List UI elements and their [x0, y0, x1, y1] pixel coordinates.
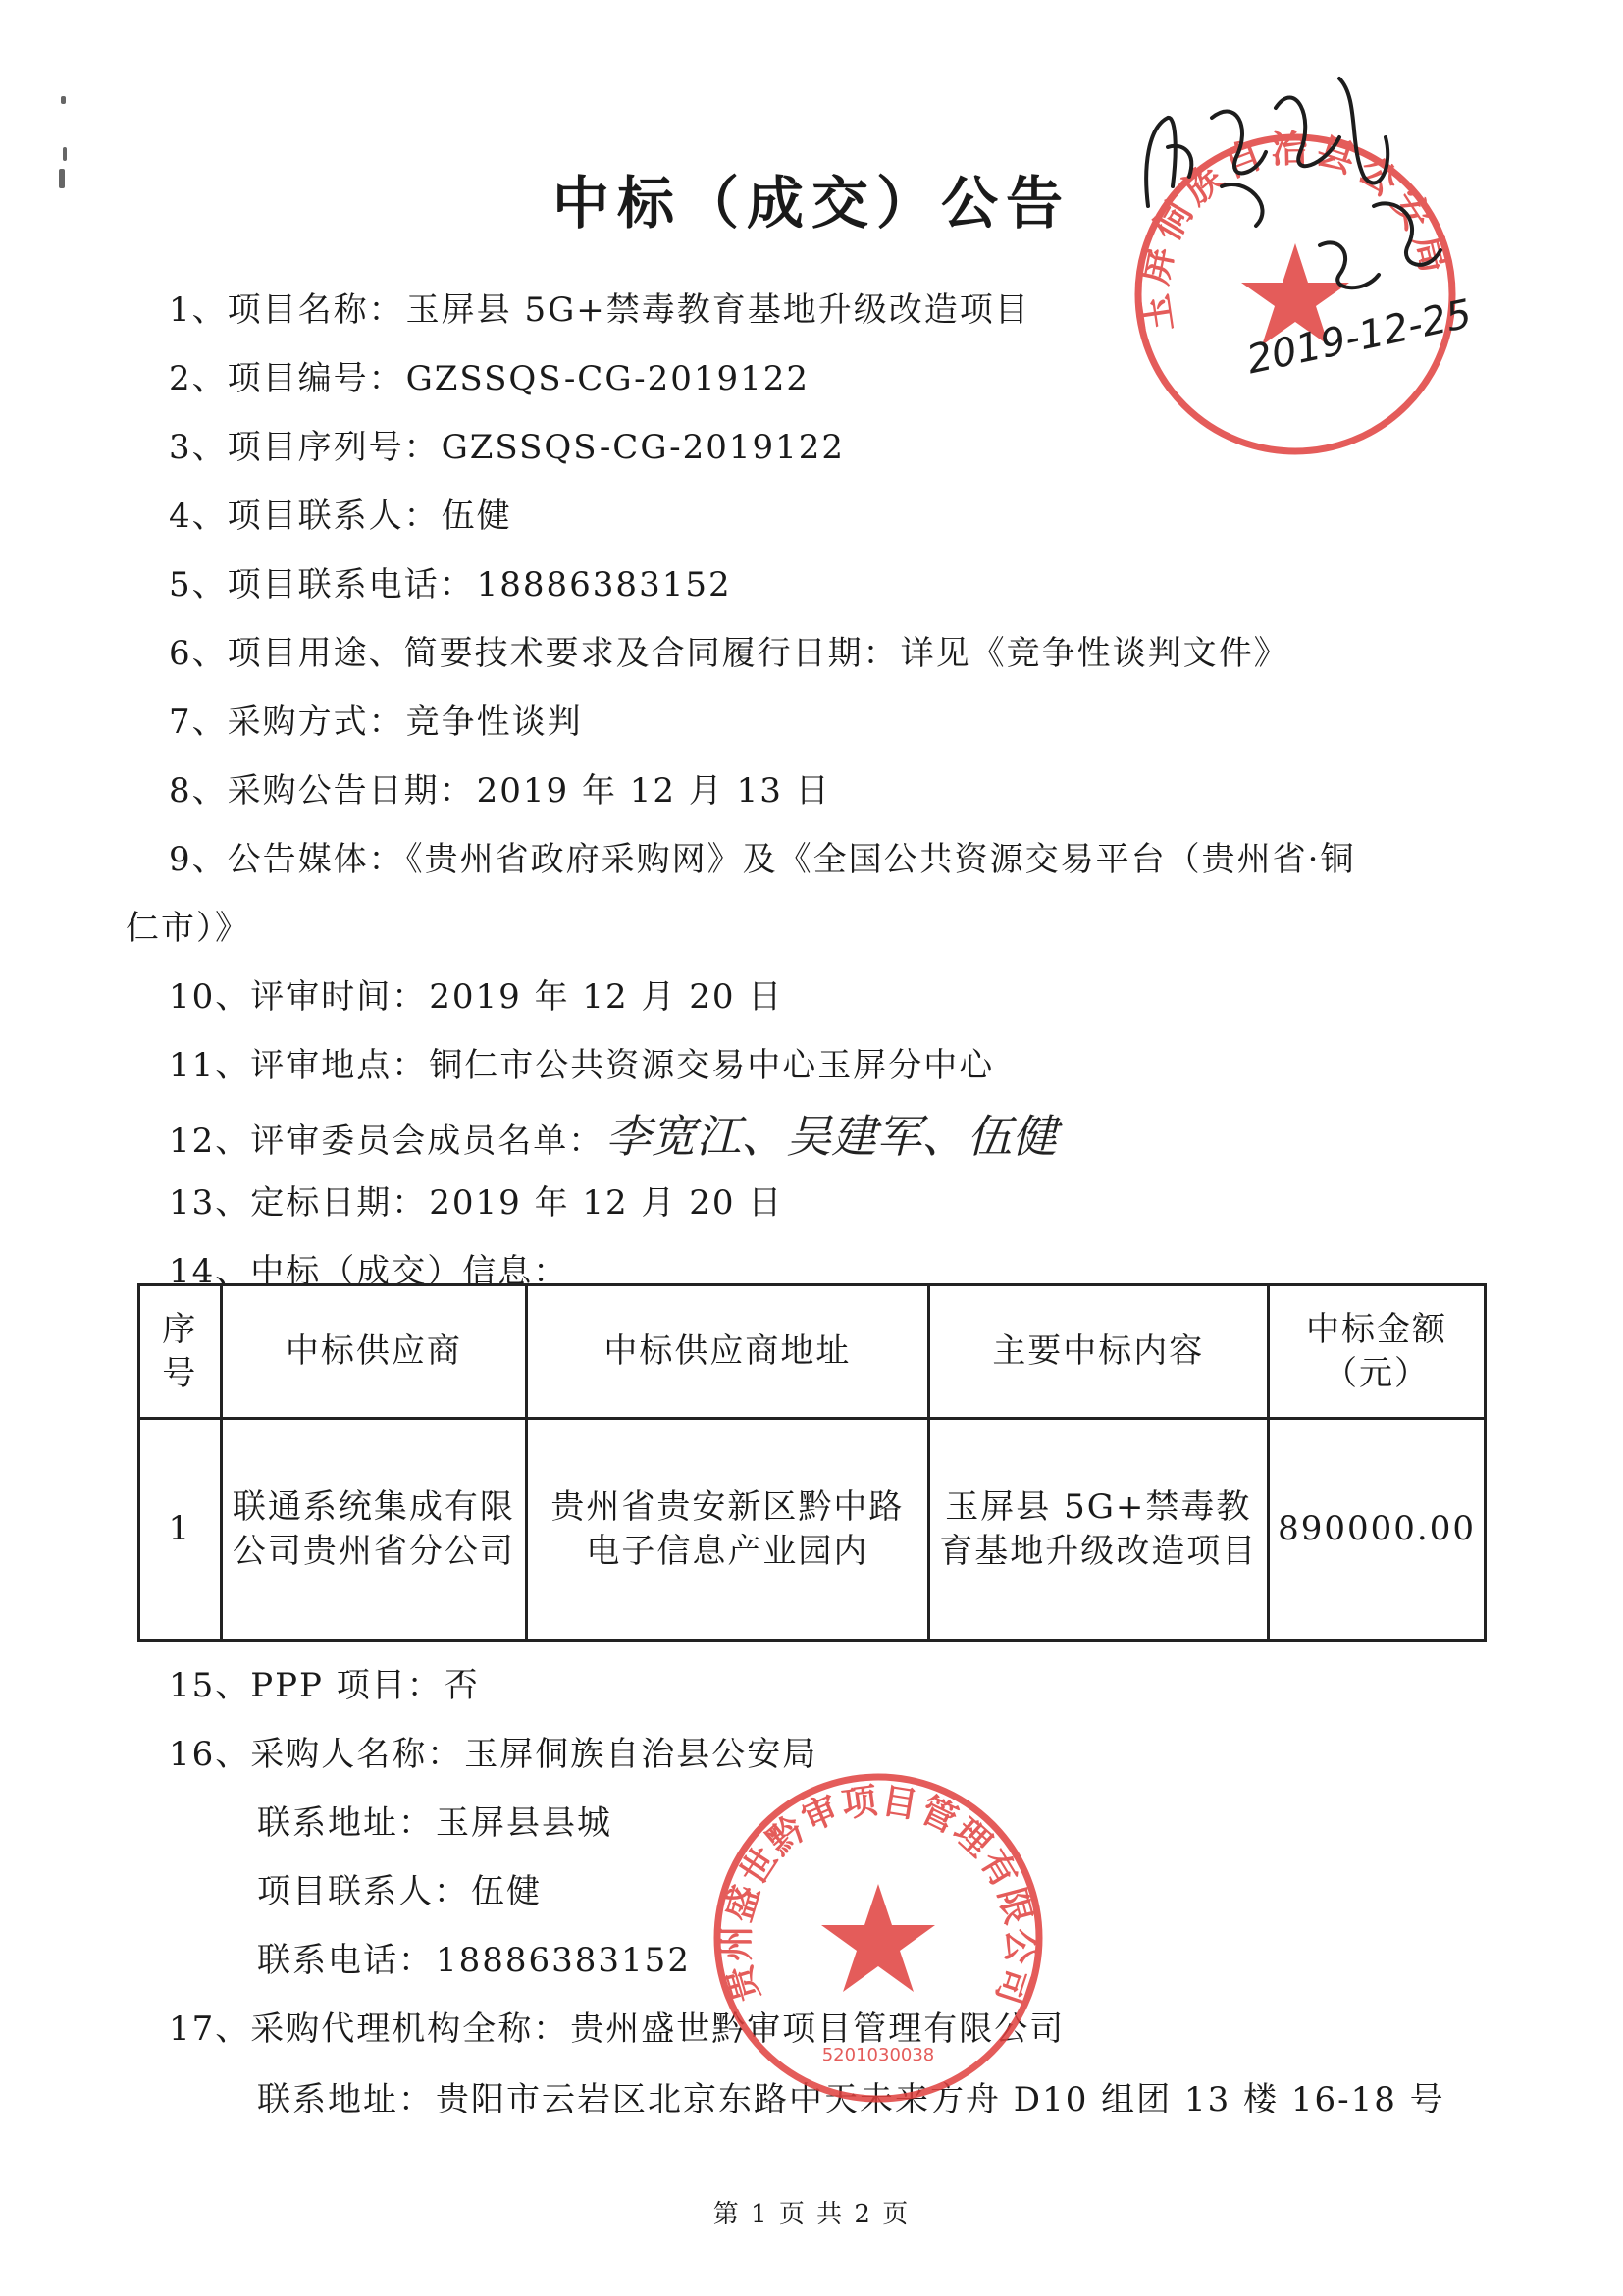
- scan-speck: [61, 96, 66, 104]
- item-review-committee: 12、评审委员会成员名单：李宽江、吴建军、伍健: [169, 1110, 1058, 1163]
- item-project-phone: 5、项目联系电话：18886383152: [169, 565, 732, 604]
- col-header-address: 中标供应商地址: [527, 1285, 928, 1419]
- item-review-place: 11、评审地点：铜仁市公共资源交易中心玉屏分中心: [169, 1046, 995, 1085]
- item-award-info: 14、中标（成交）信息：: [169, 1252, 569, 1291]
- item-award-date: 13、定标日期：2019 年 12 月 20 日: [169, 1183, 784, 1223]
- cell-address: 贵州省贵安新区黔中路电子信息产业园内: [527, 1419, 928, 1641]
- page-footer: 第 1 页 共 2 页: [712, 2200, 911, 2229]
- item-project-name: 1、项目名称：玉屏县 5G+禁毒教育基地升级改造项目: [169, 290, 1030, 330]
- page-title: 中标（成交）公告: [551, 170, 1071, 236]
- item-announcement-date: 8、采购公告日期：2019 年 12 月 13 日: [169, 771, 831, 810]
- cell-amount: 890000.00: [1269, 1419, 1486, 1641]
- item-buyer-address: 联系地址：玉屏县县城: [257, 1803, 612, 1843]
- award-table: [137, 1283, 1487, 1642]
- col-header-index: 序号: [139, 1285, 222, 1419]
- col-header-supplier: 中标供应商: [221, 1285, 527, 1419]
- cell-index: 1: [139, 1419, 222, 1641]
- col-header-content: 主要中标内容: [928, 1285, 1269, 1419]
- signature-date: 2019-12-25: [1242, 291, 1476, 383]
- cell-supplier: 联通系统集成有限公司贵州省分公司: [221, 1419, 527, 1641]
- table-row: [139, 1419, 1486, 1641]
- item-review-time: 10、评审时间：2019 年 12 月 20 日: [169, 977, 784, 1017]
- item-buyer-name: 16、采购人名称：玉屏侗族自治县公安局: [169, 1735, 818, 1774]
- agency-seal-text: 贵州盛世黔审项目管理有限公司: [716, 1780, 1040, 2011]
- item-agency-name: 17、采购代理机构全称：贵州盛世黔审项目管理有限公司: [169, 2009, 1066, 2049]
- item-procurement-method: 7、采购方式：竞争性谈判: [169, 703, 583, 742]
- item-project-contact: 4、项目联系人：伍健: [169, 496, 512, 536]
- item-announcement-media: 9、公告媒体：《贵州省政府采购网》及《全国公共资源交易平台（贵州省·铜: [169, 840, 1356, 879]
- item-buyer-contact: 项目联系人：伍健: [257, 1872, 542, 1911]
- item-ppp: 15、PPP 项目：否: [169, 1666, 480, 1705]
- buyer-seal-text: 玉屏侗族自治县公安局: [1131, 128, 1458, 335]
- col-header-amount: 中标金额（元）: [1269, 1285, 1486, 1419]
- item-project-serial: 3、项目序列号：GZSSQS-CG-2019122: [169, 428, 846, 467]
- item-announcement-media-cont: 仁市）》: [126, 909, 250, 948]
- handwritten-signature: [1128, 59, 1521, 383]
- item-project-purpose: 6、项目用途、简要技术要求及合同履行日期：详见《竞争性谈判文件》: [169, 634, 1289, 673]
- item-buyer-phone: 联系电话：18886383152: [257, 1941, 691, 1980]
- cell-content: 玉屏县 5G+禁毒教育基地升级改造项目: [928, 1419, 1269, 1641]
- handwritten-committee-names: 李宽江、吴建军、伍健: [605, 1110, 1058, 1163]
- item-project-code: 2、项目编号：GZSSQS-CG-2019122: [169, 359, 811, 398]
- table-header-row: [139, 1285, 1486, 1419]
- agency-seal-code: 5201030038: [821, 2045, 935, 2065]
- item-agency-address: 联系地址：贵阳市云岩区北京东路中天未来方舟 D10 组团 13 楼 16-18 号: [257, 2080, 1445, 2119]
- agency-seal-stamp: [707, 1766, 1050, 2110]
